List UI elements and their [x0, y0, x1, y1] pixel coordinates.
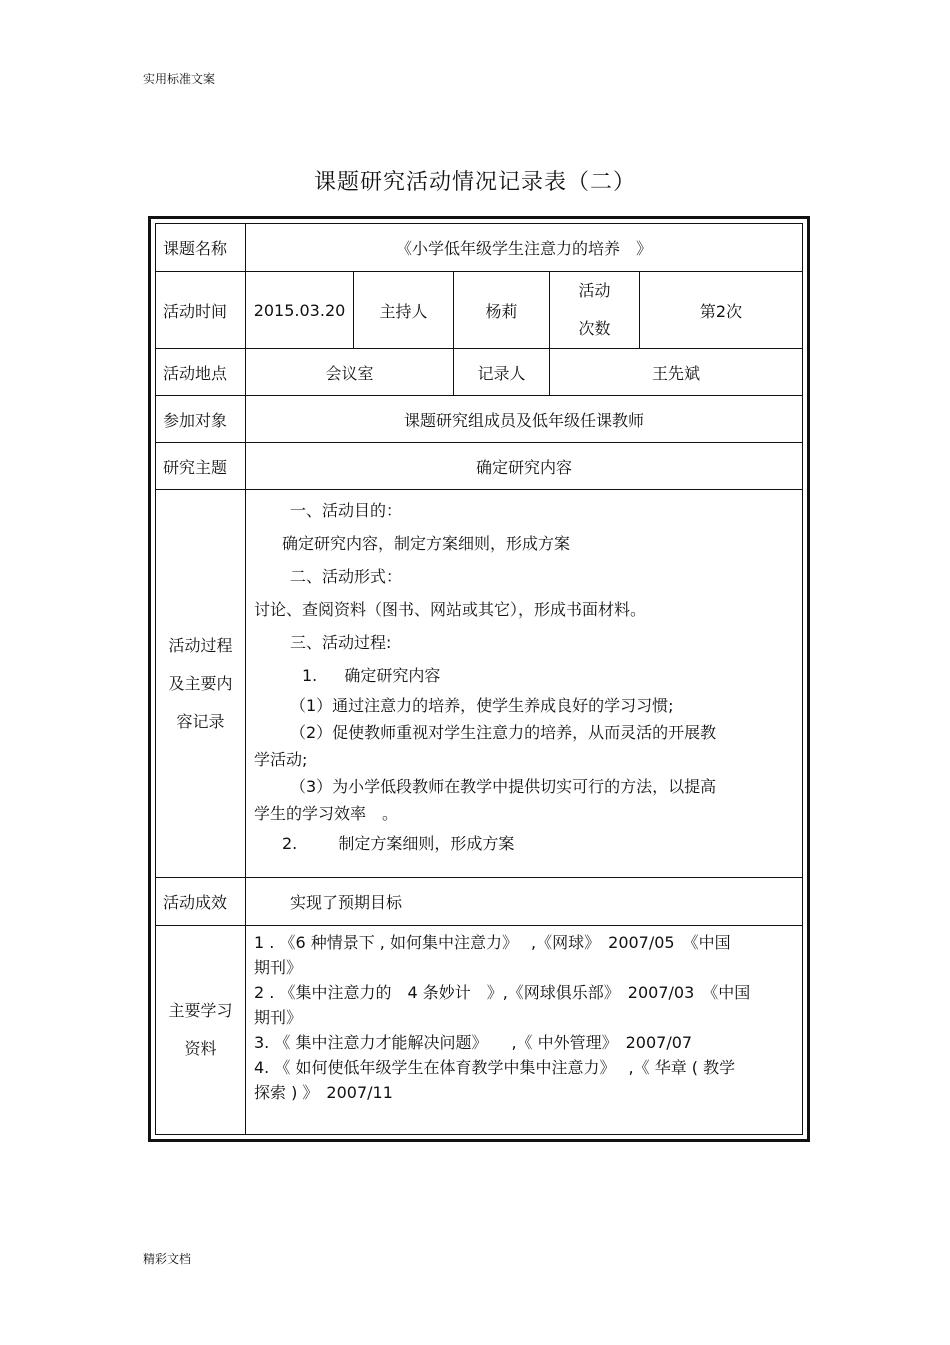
item1-text: 确定研究内容 — [344, 666, 441, 685]
p2b: 学活动; — [254, 750, 308, 769]
row-effect — [156, 878, 803, 926]
row-place — [156, 349, 803, 396]
count-value: 第2次 — [640, 272, 803, 349]
recorder-label: 记录人 — [454, 349, 550, 396]
p1: （1）通过注意力的培养，使学生养成良好的学习习惯; — [290, 696, 674, 715]
s3-head: 三、活动过程: — [290, 633, 392, 652]
count-label-line-2: 次数 — [578, 319, 611, 338]
topic-label: 课题名称 — [156, 224, 246, 272]
theme-value: 确定研究内容 — [246, 443, 803, 490]
topic-value: 《小学低年级学生注意力的培养 》 — [246, 224, 803, 272]
item2-text: 制定方案细则，形成方案 — [338, 834, 515, 853]
row-resources — [156, 926, 803, 1135]
resource-2-line-2: 期刊》 — [254, 1008, 303, 1027]
item1 — [254, 659, 794, 692]
process-label-line-2: 及主要内 — [168, 673, 233, 693]
host-label: 主持人 — [354, 272, 454, 349]
resource-1-line-2: 期刊》 — [254, 958, 303, 977]
s1-head: 一、活动目的： — [290, 501, 403, 520]
record-table-frame — [148, 216, 810, 1142]
process-label-line-1: 活动过程 — [168, 635, 233, 655]
s1-body: 确定研究内容，制定方案细则，形成方案 — [282, 534, 571, 553]
resources-label — [156, 926, 246, 1135]
host-value: 杨莉 — [454, 272, 550, 349]
header-note: 实用标准文案 — [143, 72, 216, 86]
row-theme — [156, 443, 803, 490]
p2a: （2）促使教师重视对学生注意力的培养，从而灵活的开展教 — [290, 723, 717, 742]
item2 — [254, 827, 794, 860]
resources-label-line-2: 资料 — [184, 1039, 217, 1058]
resource-1-line-1: 1 . 《6 种情景下 , 如何集中注意力》 ,《网球》 2007/05 《中国 — [254, 933, 731, 952]
s2-head: 二、活动形式： — [290, 567, 403, 586]
resource-4-line-1: 4. 《 如何使低年级学生在体育教学中集中注意力》 ,《 华章 ( 教学 — [254, 1058, 736, 1077]
item2-num: 2. — [282, 834, 298, 853]
participants-value: 课题研究组成员及低年级任课教师 — [246, 396, 803, 443]
place-value: 会议室 — [246, 349, 454, 396]
recorder-value: 王先斌 — [550, 349, 803, 396]
page-title: 课题研究活动情况记录表（二） — [313, 170, 636, 195]
effect-value: 实现了预期目标 — [246, 878, 803, 926]
time-value: 2015.03.20 — [246, 272, 354, 349]
row-topic — [156, 224, 803, 272]
place-label: 活动地点 — [156, 349, 246, 396]
item1-num: 1. — [302, 666, 318, 685]
resource-3-line-1: 3. 《 集中注意力才能解决问题》 ,《 中外管理》 2007/07 — [254, 1033, 693, 1052]
count-label — [550, 272, 640, 349]
process-content — [246, 490, 803, 878]
s2-body: 讨论、查阅资料（图书、网站或其它），形成书面材料。 — [254, 600, 647, 619]
theme-label: 研究主题 — [156, 443, 246, 490]
time-label: 活动时间 — [156, 272, 246, 349]
record-table — [155, 223, 803, 1135]
resources-label-line-1: 主要学习 — [168, 1001, 233, 1020]
footer-note: 精彩文档 — [143, 1252, 192, 1266]
row-participants — [156, 396, 803, 443]
row-time — [156, 272, 803, 349]
effect-label: 活动成效 — [156, 878, 246, 926]
participants-label: 参加对象 — [156, 396, 246, 443]
process-label-line-3: 容记录 — [176, 711, 225, 731]
count-label-line-1: 活动 — [578, 281, 611, 300]
resources-content — [246, 926, 803, 1135]
p3a: （3）为小学低段教师在教学中提供切实可行的方法，以提高 — [290, 777, 717, 796]
p3b: 学生的学习效率 。 — [254, 804, 399, 823]
resource-2-line-1: 2 . 《集中注意力的 4 条妙计 》,《网球俱乐部》 2007/03 《中国 — [254, 983, 751, 1002]
process-label — [156, 490, 246, 878]
resource-4-line-2: 探索 ) 》 2007/11 — [254, 1083, 393, 1102]
row-process — [156, 490, 803, 878]
